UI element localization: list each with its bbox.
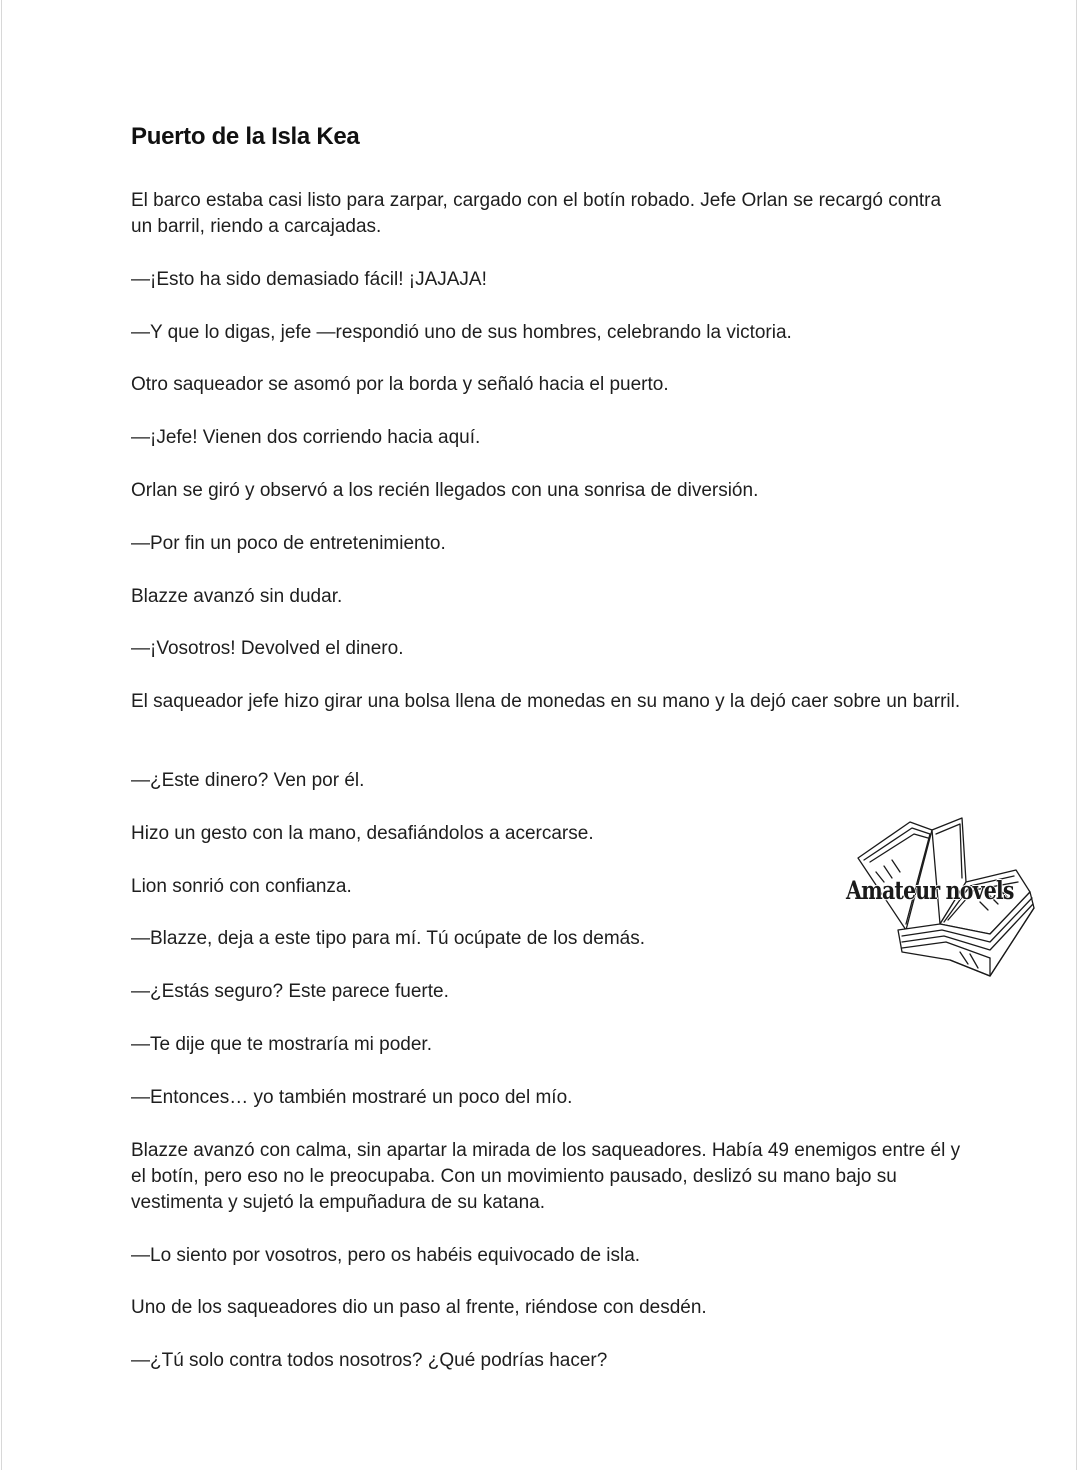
paragraph: Orlan se giró y observó a los recién llegados con una sonrisa de diversión. — [131, 480, 759, 501]
paragraph: Hizo un gesto con la mano, desafiándolos a acercarse. — [131, 823, 594, 844]
paragraph: —Lo siento por vosotros, pero os habéis equivocado de isla. — [131, 1245, 641, 1266]
paragraph: —¿Tú solo contra todos nosotros? ¿Qué podrías hacer? — [131, 1350, 608, 1371]
paragraph: —¡Jefe! Vienen dos corriendo hacia aquí. — [131, 427, 481, 448]
paragraph: Otro saqueador se asomó por la borda y señaló hacia el puerto. — [131, 374, 669, 395]
paragraph: —¡Esto ha sido demasiado fácil! ¡JAJAJA! — [131, 269, 487, 290]
paragraph: Blazze avanzó con calma, sin apartar la mirada de los saqueadores. Había 49 enemigos entre él y el botín, pero eso no le preocupaba. Con un movimiento pausado, deslizó su mano bajo su vestimenta y sujetó la empuñadura de su katana. — [131, 1140, 961, 1213]
page-title: Puerto de la Isla Kea — [131, 123, 360, 150]
paragraph: El barco estaba casi listo para zarpar, cargado con el botín robado. Jefe Orlan se recargó contra un barril, riendo a carcajadas. — [131, 190, 942, 237]
watermark-logo — [840, 812, 1040, 987]
paragraph: —Y que lo digas, jefe —respondió uno de sus hombres, celebrando la victoria. — [131, 322, 792, 343]
paragraph: El saqueador jefe hizo girar una bolsa llena de monedas en su mano y la dejó caer sobre un barril. — [131, 691, 961, 712]
paragraph: —¿Este dinero? Ven por él. — [131, 770, 365, 791]
paragraph: —Por fin un poco de entretenimiento. — [131, 533, 446, 554]
paragraph: —Te dije que te mostraría mi poder. — [131, 1034, 432, 1055]
watermark-text: Amateur novels — [846, 876, 1014, 905]
paragraph: Blazze avanzó sin dudar. — [131, 586, 343, 607]
paragraph: —¡Vosotros! Devolved el dinero. — [131, 638, 404, 659]
paragraph: Lion sonrió con confianza. — [131, 876, 352, 897]
paragraph: —Blazze, deja a este tipo para mí. Tú ocúpate de los demás. — [131, 928, 645, 949]
paragraph: Uno de los saqueadores dio un paso al frente, riéndose con desdén. — [131, 1297, 707, 1318]
paragraph: —¿Estás seguro? Este parece fuerte. — [131, 981, 449, 1002]
paragraph: —Entonces… yo también mostraré un poco del mío. — [131, 1087, 573, 1108]
